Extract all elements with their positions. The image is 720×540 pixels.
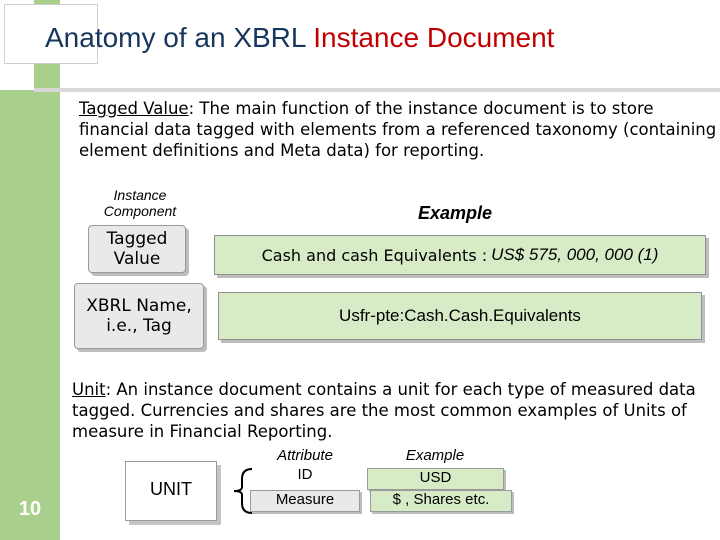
tagged-value-text: : The main function of the instance document is to store financial data tagged with elements from a referenced taxonomy (containing element definitions and Meta data) for reporting. [79, 99, 717, 160]
xbrl-name-box [74, 283, 204, 349]
xbrl-name-label: XBRL Name, i.e., Tag [86, 296, 192, 336]
slide-title [45, 22, 554, 54]
tagged-value-box [88, 225, 186, 273]
cash-label: Cash and cash Equivalents : [261, 245, 488, 265]
unit-term: Unit [72, 380, 106, 399]
title-main: Anatomy of an XBRL [45, 22, 306, 53]
unit-box [125, 461, 217, 521]
title-divider [34, 88, 720, 92]
instance-component-header: Instance Component [103, 187, 177, 219]
tagged-value-description [79, 98, 719, 161]
unit-example-header: Example [405, 447, 465, 464]
tagged-value-term: Tagged Value [79, 99, 189, 118]
cash-value: US$ 575, 000, 000 (1) [491, 245, 659, 264]
tag-example-text: Usfr-pte:Cash.Cash.Equivalents [339, 306, 581, 325]
example-usd: USD [367, 468, 504, 490]
tag-example-box [218, 292, 702, 340]
attribute-measure: Measure [250, 490, 360, 512]
title-accent: Instance Document [313, 22, 555, 53]
tagged-value-label: Tagged Value [106, 229, 168, 269]
attribute-header: Attribute [277, 447, 333, 464]
unit-label: UNIT [150, 478, 192, 499]
unit-description [72, 379, 712, 442]
example-shares: $ , Shares etc. [370, 490, 512, 512]
attribute-id: ID [297, 466, 313, 483]
slide-number: 10 [18, 498, 42, 520]
cash-example-box [214, 235, 706, 275]
unit-text: : An instance document contains a unit for each type of measured data tagged. Currencies and shares are the most common examples of Units of measure in Financial Reporting. [72, 380, 696, 441]
example-header: Example [417, 203, 493, 223]
